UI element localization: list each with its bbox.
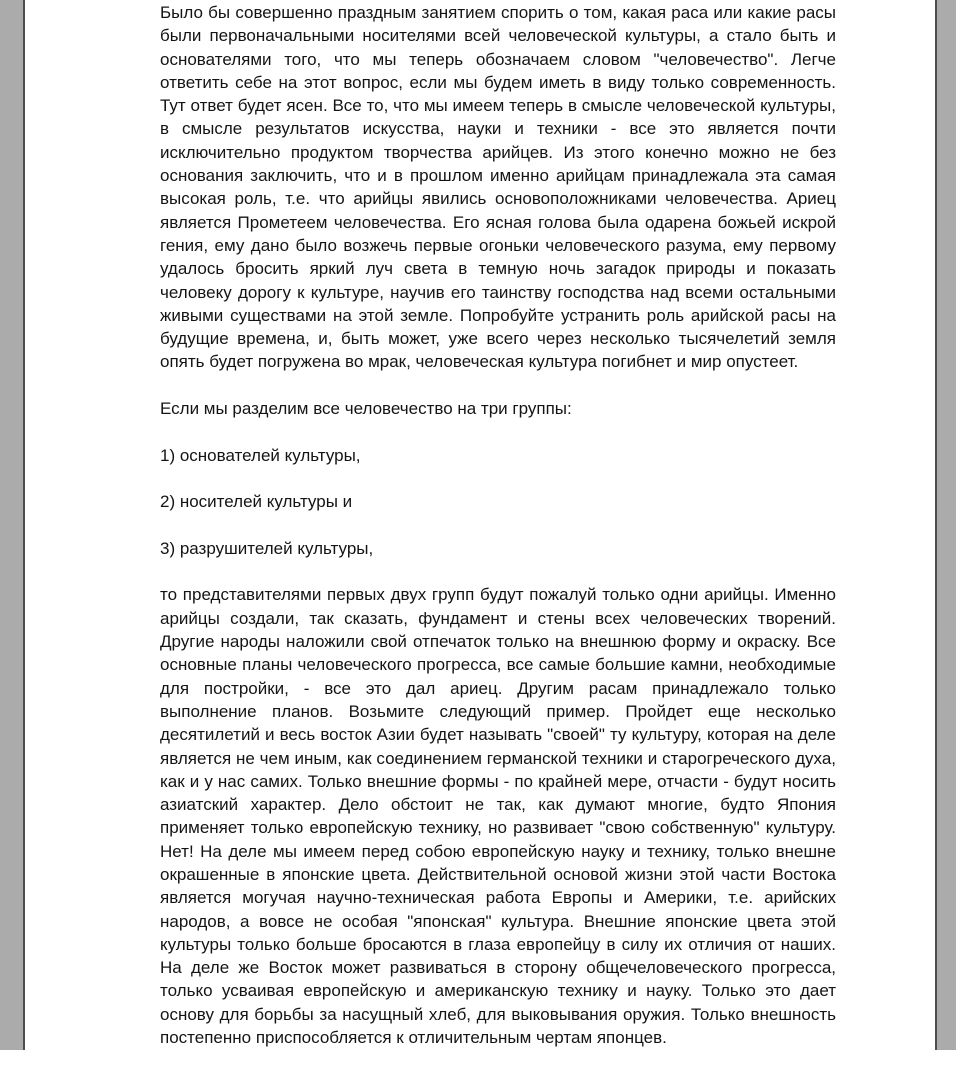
list-item-founders: 1) основателей культуры,	[160, 445, 361, 465]
paragraph-groups-lead-in: Если мы разделим все человечество на три группы:	[160, 399, 572, 419]
text-column	[160, 1, 836, 1073]
list-item-destroyers: 3) разрушителей культуры,	[160, 538, 374, 558]
document-page	[25, 0, 935, 1050]
right-page-gutter	[935, 0, 956, 1050]
paragraph-intro: Было бы совершенно праздным занятием спорить о том, какая раса или какие расы были первоначальными носителями всей человеческой культуры, а стало быть и основателями того, что мы теперь обозначаем словом "человечество". Легче ответить себе на этот вопрос, если мы будем иметь в виду только современность. Тут ответ будет ясен. Все то, что мы имеем теперь в смысле человеческой культуры, в смысле результатов искусства, науки и техники - все это является почти исключительно продуктом творчества арийцев. Из этого конечно можно не без основания заключить, что и в прошлом именно арийцам принадлежала эта самая высокая роль, т.е. что арийцы явились основоположниками человечества. Ариец является Прометеем человечества. Его ясная голова была одарена божьей искрой гения, ему дано было возжечь первые огоньки человеческого разума, ему первому удалось бросить яркий луч света в темную ночь загадок природы и показать человеку дорогу к культуре, научив его таинству господства над всеми остальными живыми существами на этой земле. Попробуйте устранить роль арийской расы на будущие времена, и, быть может, уже всего через несколько тысячелетий земля опять будет погружена во мрак, человеческая культура погибнет и мир опустеет.	[160, 3, 836, 372]
list-item-bearers: 2) носителей культуры и	[160, 492, 353, 512]
left-page-gutter	[0, 0, 25, 1050]
paragraph-conclusion: то представителями первых двух групп будут пожалуй только одни арийцы. Именно арийцы создали, так сказать, фундамент и стены всех человеческих творений. Другие народы наложили свой отпечаток только на внешнюю форму и окраску. Все основные планы человеческого прогресса, все самые большие камни, необходимые для постройки, - все это дал ариец. Другим расам принадлежало только выполнение планов. Возьмите следующий пример. Пройдет еще несколько десятилетий и весь восток Азии будет называть "своей" ту культуру, которая на деле является не чем иным, как соединением германской техники и старогреческого духа, как и у нас самих. Только внешние формы - по крайней мере, отчасти - будут носить азиатский характер. Дело обстоит не так, как думают многие, будто Япония применяет только европейскую технику, но развивает "свою собственную" культуру. Нет! На деле мы имеем перед собою европейскую науку и технику, только внешне окрашенные в японские цвета. Действительной основой жизни этой части Востока является могучая научно-техническая работа Европы и Америки, т.е. арийских народов, а вовсе не особая "японская" культура. Внешние японские цвета этой культуры только больше бросаются в глаза европейцу в силу их отличия от наших. На деле же Восток может развиваться в сторону общечеловеческого прогресса, только усваивая европейскую и американскую технику и науку. Только это дает основу для борьбы за насущный хлеб, для выковывания оружия. Только внешность постепенно приспособляется к отличительным чертам японцев.	[160, 585, 836, 1048]
